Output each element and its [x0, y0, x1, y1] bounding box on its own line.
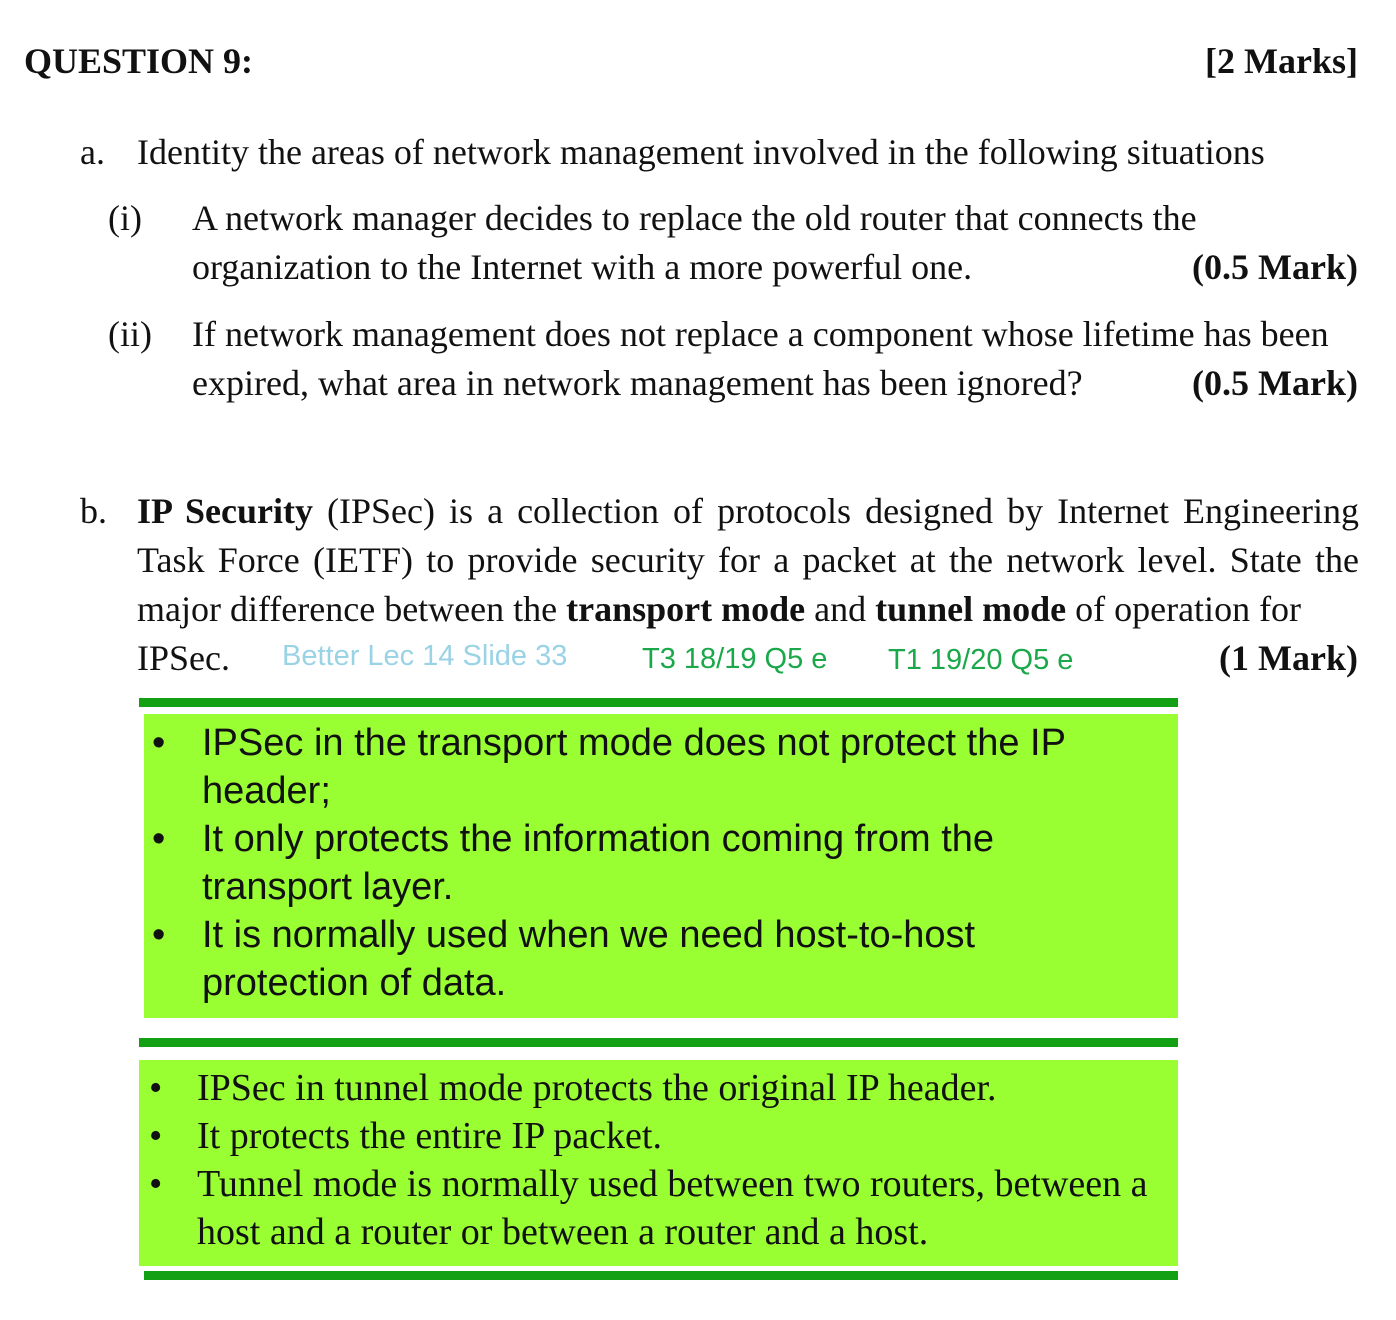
answer-tunnel-text-3: Tunnel mode is normally used between two routers, between a host and a router or between a router and a host.	[197, 1163, 1148, 1253]
answer-tunnel-box	[139, 1060, 1178, 1266]
answer-tunnel-text-1: IPSec in tunnel mode protects the original IP header.	[197, 1067, 997, 1109]
part-a-item-2-label: (ii)	[108, 314, 152, 354]
reference-t1: T1 19/20 Q5 e	[888, 644, 1074, 676]
bullet-icon: •	[149, 1163, 163, 1205]
part-b-mark: (1 Mark)	[1219, 638, 1358, 678]
answer-transport-box	[144, 714, 1178, 1018]
answer-transport-text-1: IPSec in the transport mode does not protect the IP header;	[202, 722, 1066, 812]
part-a-item-2-line2-row	[192, 359, 1358, 408]
answer-2-top-bar	[139, 1038, 1178, 1047]
answer-1-top-bar	[139, 698, 1178, 707]
answer-2-bottom-bar	[144, 1271, 1178, 1280]
answer-tunnel-item-2	[139, 1112, 1178, 1160]
part-a-item-2	[192, 310, 1358, 408]
part-b-bold-transport: transport mode	[566, 589, 806, 629]
bullet-icon: •	[152, 722, 166, 764]
reference-t3: T3 18/19 Q5 e	[642, 643, 828, 675]
bullet-icon: •	[149, 1115, 163, 1157]
part-b-text	[137, 487, 1359, 634]
part-a-label: a.	[80, 132, 105, 172]
part-a-item-1-line1: A network manager decides to replace the old router that connects the	[192, 198, 1197, 238]
part-b-last-word: IPSec.	[137, 638, 230, 678]
answer-transport-text-3: It is normally used when we need host-to-host protection of data.	[202, 914, 976, 1004]
answer-tunnel-item-3	[139, 1160, 1167, 1256]
part-b-text-3: of operation for	[1066, 589, 1302, 629]
answer-tunnel-text-2: It protects the entire IP packet.	[197, 1115, 662, 1157]
answer-transport-text-2: It only protects the information coming from the transport layer.	[202, 818, 995, 908]
reference-lec-14: Better Lec 14 Slide 33	[282, 640, 568, 672]
bullet-icon: •	[149, 1067, 163, 1109]
part-a-item-2-mark: (0.5 Mark)	[1192, 363, 1358, 403]
part-a-text: Identity the areas of network management involved in the following situations	[137, 132, 1265, 172]
part-b-bold-tunnel: tunnel mode	[875, 589, 1067, 629]
part-a-item-1-label: (i)	[108, 198, 142, 238]
answer-transport-list	[144, 714, 1178, 1007]
part-b-bold-lead: IP Security	[137, 491, 314, 531]
answer-tunnel-item-1	[139, 1064, 1178, 1112]
part-a-item-2-line1: If network management does not replace a component whose lifetime has been	[192, 314, 1329, 354]
answer-transport-item-2	[144, 815, 1062, 911]
answer-tunnel-list	[139, 1060, 1178, 1256]
part-a-item-1-mark: (0.5 Mark)	[1192, 247, 1358, 287]
part-b-label: b.	[80, 491, 107, 531]
part-b-text-2: and	[805, 589, 876, 629]
bullet-icon: •	[152, 818, 166, 860]
part-a-item-1	[192, 194, 1358, 292]
part-a-item-1-line2: organization to the Internet with a more powerful one.	[192, 247, 973, 287]
answer-transport-item-3	[144, 911, 1042, 1007]
question-marks: [2 Marks]	[1205, 41, 1358, 81]
part-b-text-1: (IPSec) is a collection of protocols designed by Internet Engineering Task Force (IETF) to provide security for a packet at the network level. State the major difference between the	[137, 491, 1359, 629]
part-a-item-2-line2: expired, what area in network management has been ignored?	[192, 363, 1083, 403]
part-a-item-1-line2-row	[192, 243, 1358, 292]
bullet-icon: •	[152, 914, 166, 956]
answer-transport-item-1	[144, 719, 1132, 815]
question-title: QUESTION 9:	[24, 41, 254, 81]
